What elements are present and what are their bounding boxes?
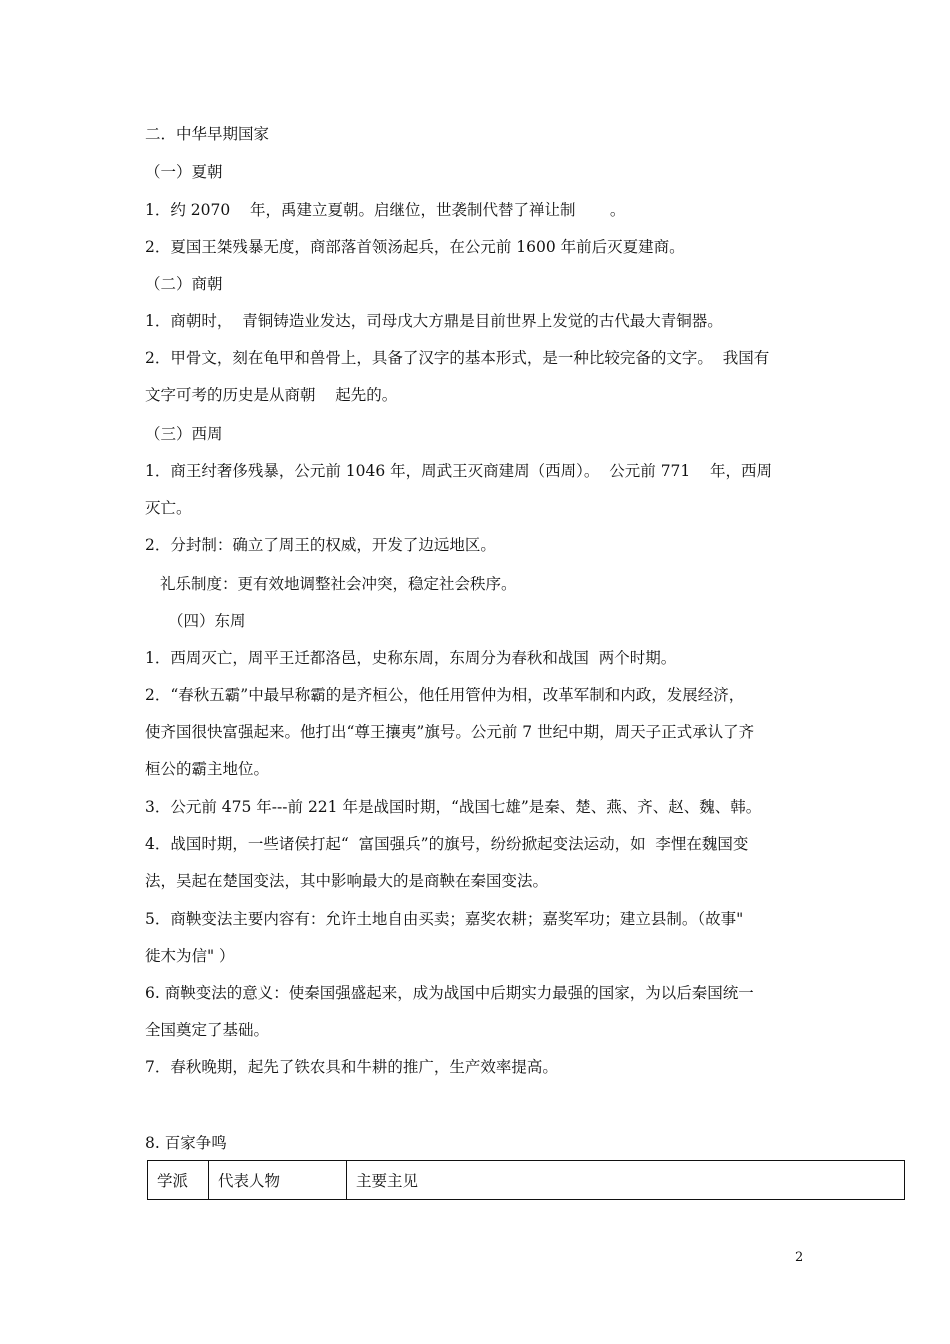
subsection-heading-xia: （一）夏朝 xyxy=(145,163,223,181)
paragraph-line: 法，吴起在楚国变法，其中影响最大的是商鞅在秦国变法。 xyxy=(145,872,549,890)
subsection-heading-dongzhou: （四）东周 xyxy=(168,612,246,630)
paragraph-line: 2．甲骨文，刻在龟甲和兽骨上，具备了汉字的基本形式，是一种比较完备的文字。 我国有 xyxy=(145,349,770,367)
paragraph-line: 3．公元前 475 年---前 221 年是战国时期，“战国七雄”是秦、楚、燕、齐、赵、魏、韩。 xyxy=(145,798,762,816)
paragraph-line: 使齐国很快富强起来。他打出“尊王攘夷”旗号。公元前 7 世纪中期，周天子正式承认了齐 xyxy=(145,723,755,741)
section-heading: 二．中华早期国家 xyxy=(145,125,270,143)
paragraph-line: 2．分封制：确立了周王的权威，开发了边远地区。 xyxy=(145,536,496,554)
paragraph-line: 2．“春秋五霸”中最早称霸的是齐桓公，他任用管仲为相，改革军制和内政，发展经济， xyxy=(145,686,745,704)
paragraph-line: 1．约 2070 年，禹建立夏朝。启继位，世袭制代替了禅让制 。 xyxy=(145,201,626,219)
paragraph-line: 6. 商鞅变法的意义：使秦国强盛起来，成为战国中后期实力最强的国家，为以后秦国统一 xyxy=(145,984,754,1002)
table-header-cell: 主要主见 xyxy=(347,1161,905,1200)
table-caption: 8. 百家争鸣 xyxy=(145,1134,227,1152)
paragraph-line: 2．夏国王桀残暴无度，商部落首领汤起兵，在公元前 1600 年前后灭夏建商。 xyxy=(145,238,685,256)
table-header-cell: 学派 xyxy=(148,1161,209,1200)
subsection-heading-xizhou: （三）西周 xyxy=(145,425,223,443)
paragraph-line: 文字可考的历史是从商朝 起先的。 xyxy=(145,386,398,404)
paragraph-line: 1．西周灭亡，周平王迁都洛邑，史称东周，东周分为春秋和战国 两个时期。 xyxy=(145,649,677,667)
paragraph-line: 1．商朝时， 青铜铸造业发达，司母戊大方鼎是目前世界上发觉的古代最大青铜器。 xyxy=(145,312,723,330)
paragraph-line: 1．商王纣奢侈残暴，公元前 1046 年，周武王灭商建周（西周）。 公元前 771 年，西周 xyxy=(145,462,772,480)
paragraph-line: 徙木为信" ） xyxy=(145,947,235,965)
paragraph-line: 全国奠定了基础。 xyxy=(145,1021,270,1039)
table-header-row xyxy=(148,1161,905,1200)
table-header-cell: 代表人物 xyxy=(209,1161,347,1200)
paragraph-line: 礼乐制度：更有效地调整社会冲突，稳定社会秩序。 xyxy=(160,575,517,593)
paragraph-line: 7．春秋晚期，起先了铁农具和牛耕的推广，生产效率提高。 xyxy=(145,1058,558,1076)
page-number: 2 xyxy=(795,1250,804,1265)
paragraph-line: 灭亡。 xyxy=(145,499,192,517)
schools-table xyxy=(147,1160,905,1200)
subsection-heading-shang: （二）商朝 xyxy=(145,275,223,293)
paragraph-line: 4．战国时期，一些诸侯打起“ 富国强兵”的旗号，纷纷掀起变法运动，如 李悝在魏国变 xyxy=(145,835,749,853)
paragraph-line: 桓公的霸主地位。 xyxy=(145,760,270,778)
paragraph-line: 5．商鞅变法主要内容有：允许土地自由买卖；嘉奖农耕；嘉奖军功；建立县制。（故事" xyxy=(145,910,744,928)
